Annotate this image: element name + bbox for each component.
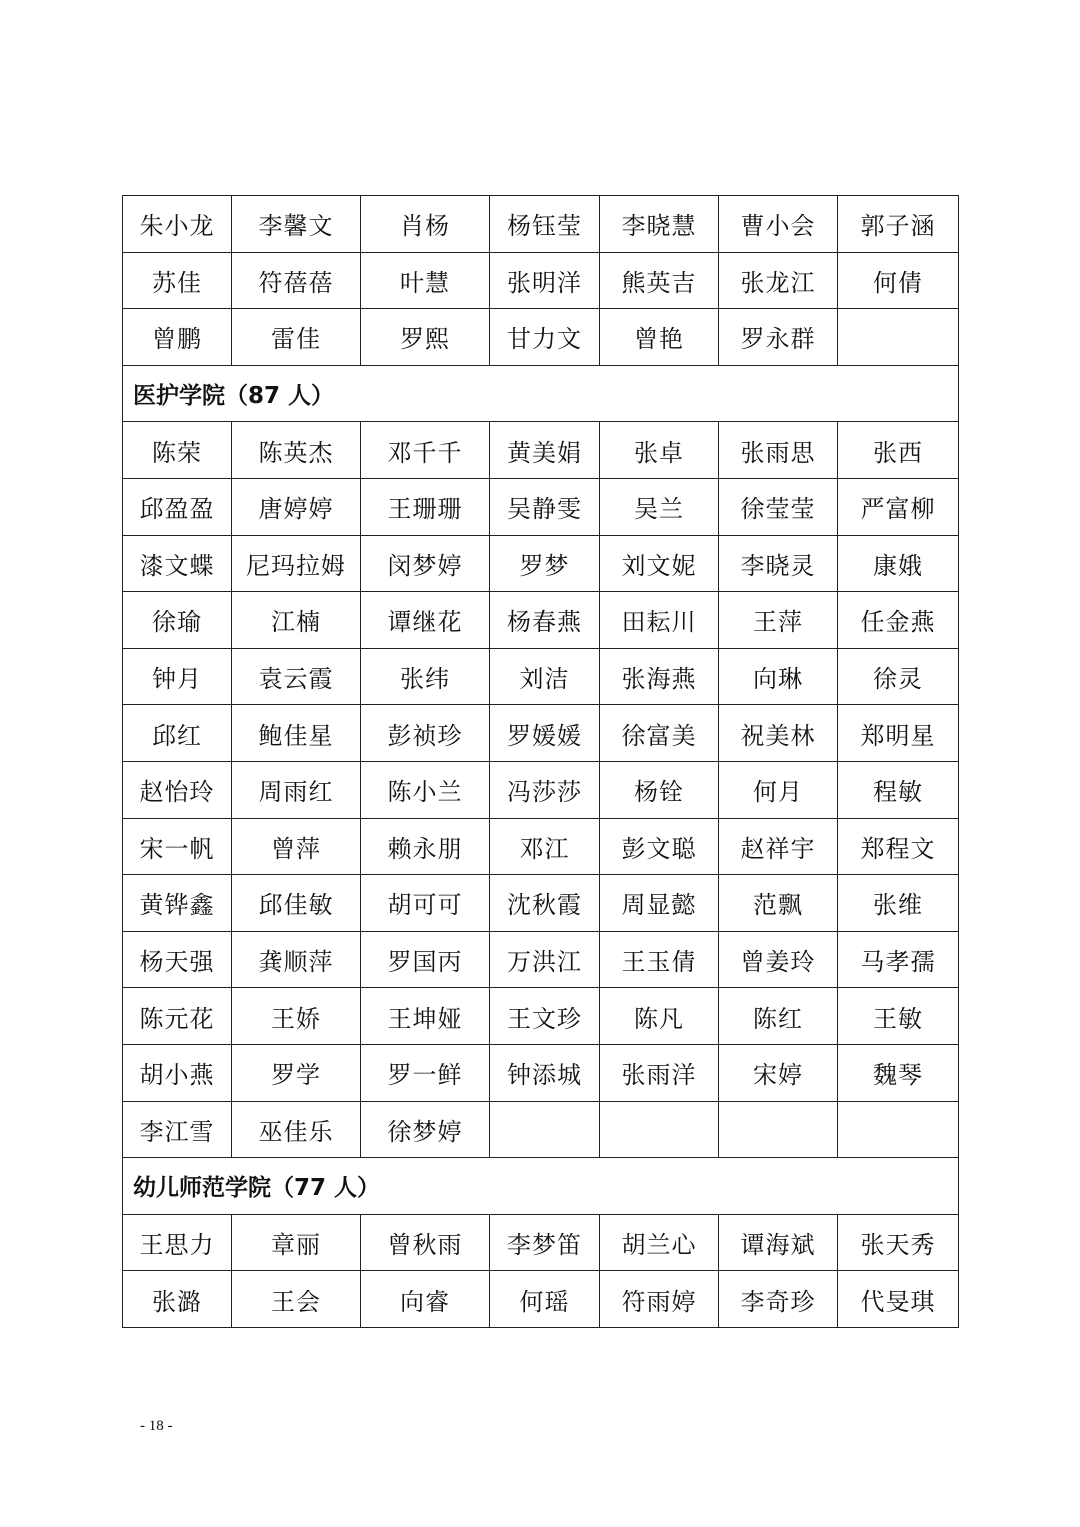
name-cell: 康娥 (838, 535, 959, 592)
name-cell: 叶慧 (361, 252, 490, 309)
name-cell: 谭继花 (361, 592, 490, 649)
name-cell: 向睿 (361, 1271, 490, 1328)
name-cell: 罗学 (232, 1044, 361, 1101)
name-cell: 钟添城 (490, 1044, 600, 1101)
name-cell: 李梦笛 (490, 1214, 600, 1271)
name-cell: 李江雪 (123, 1101, 232, 1158)
name-cell: 何月 (719, 761, 838, 818)
name-cell: 王敏 (838, 988, 959, 1045)
name-cell: 曾艳 (600, 309, 719, 366)
name-cell: 赖永朋 (361, 818, 490, 875)
name-cell: 王玉倩 (600, 931, 719, 988)
name-cell: 王思力 (123, 1214, 232, 1271)
name-cell: 杨春燕 (490, 592, 600, 649)
name-cell: 唐婷婷 (232, 478, 361, 535)
name-cell: 吴静雯 (490, 478, 600, 535)
name-cell: 胡小燕 (123, 1044, 232, 1101)
name-cell: 何倩 (838, 252, 959, 309)
name-cell: 罗梦 (490, 535, 600, 592)
empty-cell (600, 1101, 719, 1158)
name-cell: 张雨思 (719, 422, 838, 479)
name-cell: 邱佳敏 (232, 875, 361, 932)
table-row (123, 196, 959, 253)
name-cell: 谭海斌 (719, 1214, 838, 1271)
empty-cell (838, 1101, 959, 1158)
name-cell: 张潞 (123, 1271, 232, 1328)
name-cell: 曹小会 (719, 196, 838, 253)
name-cell: 张维 (838, 875, 959, 932)
name-cell: 冯莎莎 (490, 761, 600, 818)
name-cell: 符雨婷 (600, 1271, 719, 1328)
name-cell: 吴兰 (600, 478, 719, 535)
name-cell: 杨铨 (600, 761, 719, 818)
name-cell: 张卓 (600, 422, 719, 479)
name-cell: 田耘川 (600, 592, 719, 649)
table-row (123, 1271, 959, 1328)
name-cell: 邓千千 (361, 422, 490, 479)
name-cell: 王萍 (719, 592, 838, 649)
empty-cell (490, 1101, 600, 1158)
name-cell: 熊英吉 (600, 252, 719, 309)
name-cell: 王坤娅 (361, 988, 490, 1045)
section-header-row (123, 1158, 959, 1215)
name-cell: 章丽 (232, 1214, 361, 1271)
name-cell: 周雨红 (232, 761, 361, 818)
name-cell: 黄美娟 (490, 422, 600, 479)
name-cell: 陈小兰 (361, 761, 490, 818)
table-row (123, 1101, 959, 1158)
name-cell: 张天秀 (838, 1214, 959, 1271)
name-cell: 彭祯珍 (361, 705, 490, 762)
name-cell: 罗熙 (361, 309, 490, 366)
name-cell: 万洪江 (490, 931, 600, 988)
name-cell: 徐富美 (600, 705, 719, 762)
table-row (123, 1214, 959, 1271)
section-title: 幼儿师范学院（77 人） (123, 1158, 959, 1215)
name-cell: 范飘 (719, 875, 838, 932)
table-row (123, 252, 959, 309)
name-cell: 朱小龙 (123, 196, 232, 253)
name-cell: 曾萍 (232, 818, 361, 875)
name-cell: 徐梦婷 (361, 1101, 490, 1158)
name-cell: 陈英杰 (232, 422, 361, 479)
name-cell: 张纬 (361, 648, 490, 705)
name-cell: 王文珍 (490, 988, 600, 1045)
name-cell: 李奇珍 (719, 1271, 838, 1328)
name-cell: 罗一鲜 (361, 1044, 490, 1101)
name-cell: 袁云霞 (232, 648, 361, 705)
section-title: 医护学院（87 人） (123, 365, 959, 422)
name-cell: 罗国丙 (361, 931, 490, 988)
name-cell: 尼玛拉姆 (232, 535, 361, 592)
name-cell: 鲍佳星 (232, 705, 361, 762)
name-cell: 闵梦婷 (361, 535, 490, 592)
name-cell: 邱盈盈 (123, 478, 232, 535)
table-row (123, 478, 959, 535)
name-cell: 张龙江 (719, 252, 838, 309)
name-cell: 漆文蝶 (123, 535, 232, 592)
name-cell: 魏琴 (838, 1044, 959, 1101)
name-cell: 胡兰心 (600, 1214, 719, 1271)
name-cell: 李晓灵 (719, 535, 838, 592)
name-cell: 何瑶 (490, 1271, 600, 1328)
page-number: - 18 - (140, 1418, 173, 1434)
name-cell: 钟月 (123, 648, 232, 705)
name-cell: 李馨文 (232, 196, 361, 253)
name-cell: 肖杨 (361, 196, 490, 253)
name-cell: 邓江 (490, 818, 600, 875)
name-cell: 向琳 (719, 648, 838, 705)
name-cell: 王娇 (232, 988, 361, 1045)
name-cell: 江楠 (232, 592, 361, 649)
table-row (123, 648, 959, 705)
name-cell: 徐瑜 (123, 592, 232, 649)
empty-cell (719, 1101, 838, 1158)
name-cell: 程敏 (838, 761, 959, 818)
name-cell: 陈凡 (600, 988, 719, 1045)
name-cell: 张明洋 (490, 252, 600, 309)
name-cell: 张西 (838, 422, 959, 479)
name-cell: 罗媛媛 (490, 705, 600, 762)
table-row (123, 592, 959, 649)
name-cell: 任金燕 (838, 592, 959, 649)
name-cell: 胡可可 (361, 875, 490, 932)
name-cell: 徐灵 (838, 648, 959, 705)
table-row (123, 931, 959, 988)
name-cell: 刘文妮 (600, 535, 719, 592)
name-cell: 马孝孺 (838, 931, 959, 988)
table-row (123, 875, 959, 932)
name-cell: 宋一帆 (123, 818, 232, 875)
name-cell: 赵祥宇 (719, 818, 838, 875)
table-row (123, 309, 959, 366)
name-cell: 陈元花 (123, 988, 232, 1045)
section-header-row (123, 365, 959, 422)
name-cell: 王会 (232, 1271, 361, 1328)
name-cell: 杨钰莹 (490, 196, 600, 253)
table-row (123, 422, 959, 479)
table-row (123, 535, 959, 592)
name-cell: 黄铧鑫 (123, 875, 232, 932)
name-cell: 沈秋霞 (490, 875, 600, 932)
roster-body (123, 196, 959, 1328)
name-cell: 祝美林 (719, 705, 838, 762)
name-cell: 苏佳 (123, 252, 232, 309)
table-row (123, 818, 959, 875)
table-row (123, 705, 959, 762)
name-cell: 符蓓蓓 (232, 252, 361, 309)
name-cell: 王珊珊 (361, 478, 490, 535)
empty-cell (838, 309, 959, 366)
name-cell: 陈荣 (123, 422, 232, 479)
name-cell: 张雨洋 (600, 1044, 719, 1101)
name-cell: 曾秋雨 (361, 1214, 490, 1271)
name-cell: 郑程文 (838, 818, 959, 875)
name-cell: 李晓慧 (600, 196, 719, 253)
name-cell: 杨天强 (123, 931, 232, 988)
name-cell: 巫佳乐 (232, 1101, 361, 1158)
name-cell: 龚顺萍 (232, 931, 361, 988)
name-cell: 彭文聪 (600, 818, 719, 875)
table-row (123, 988, 959, 1045)
name-cell: 雷佳 (232, 309, 361, 366)
name-cell: 宋婷 (719, 1044, 838, 1101)
table-row (123, 1044, 959, 1101)
name-cell: 刘洁 (490, 648, 600, 705)
table-row (123, 761, 959, 818)
name-cell: 郑明星 (838, 705, 959, 762)
name-cell: 周显懿 (600, 875, 719, 932)
name-cell: 罗永群 (719, 309, 838, 366)
name-roster-table (122, 195, 959, 1328)
name-cell: 甘力文 (490, 309, 600, 366)
name-cell: 邱红 (123, 705, 232, 762)
name-cell: 赵怡玲 (123, 761, 232, 818)
name-cell: 严富柳 (838, 478, 959, 535)
name-cell: 代旻琪 (838, 1271, 959, 1328)
name-cell: 陈红 (719, 988, 838, 1045)
name-cell: 曾鹏 (123, 309, 232, 366)
name-cell: 徐莹莹 (719, 478, 838, 535)
name-cell: 郭子涵 (838, 196, 959, 253)
name-cell: 张海燕 (600, 648, 719, 705)
name-cell: 曾姜玲 (719, 931, 838, 988)
